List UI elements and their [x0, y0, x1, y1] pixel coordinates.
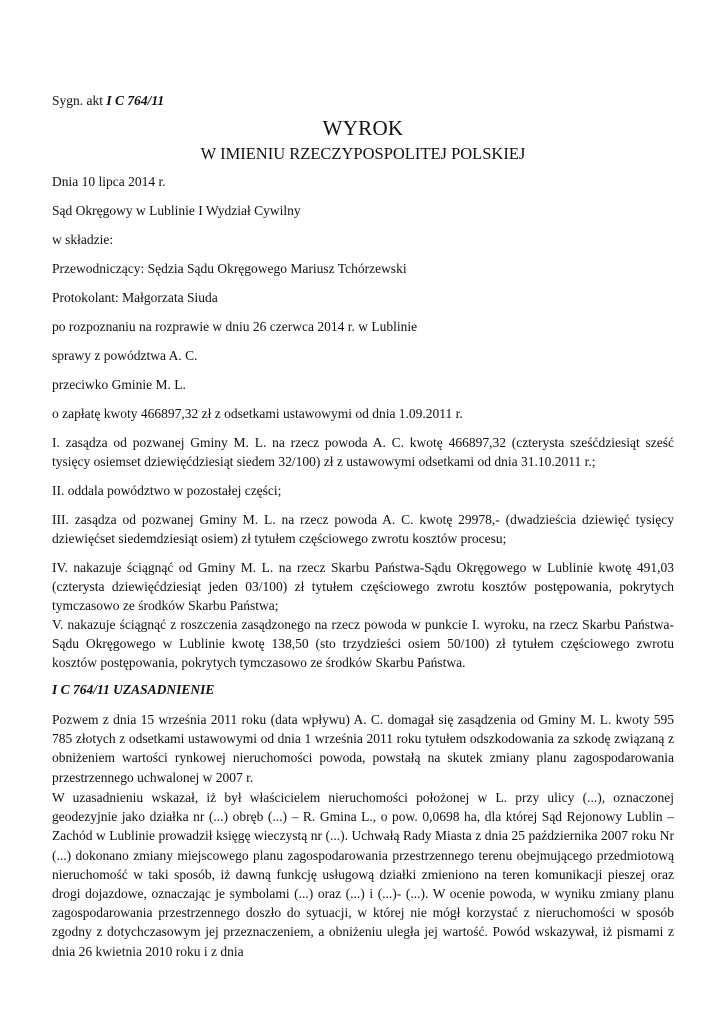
document-subtitle: W IMIENIU RZECZYPOSPOLITEJ POLSKIEJ: [200, 144, 526, 163]
composition-label: w składzie:: [52, 232, 114, 247]
justification-paragraph: Pozwem z dnia 15 września 2011 roku (data wpływu) A. C. domagał się zasądzenia od Gminy M. L. kwoty 595 785 złotych z odsetkami ustawowymi od dnia 1 września 2011 roku tytułem odszkodowania za szkodę związaną z obniżeniem wartości rynkowej nieruchomości powoda, powstałą na skutek zmiany planu zagospodarowania przestrzennego uchwalonej w 2007 r.: [52, 712, 674, 785]
verdict-point-2: II. oddala powództwo w pozostałej części;: [52, 483, 282, 498]
verdict-point-5: V. nakazuje ściągnąć z roszczenia zasądzonego na rzecz powoda w punkcie I. wyroku, na rzecz Skarbu Państwa-Sądu Okręgowego w Lublinie kwotę 138,50 (sto trzydzieści osiem 50/100) zł tytułem częściowego zwrotu kosztów postępowania, pokrytych tymczasowo ze środków Skarbu Państwa.: [52, 617, 674, 671]
hearing-info: po rozpoznaniu na rozprawie w dniu 26 czerwca 2014 r. w Lublinie: [52, 319, 418, 334]
verdict-point-4: IV. nakazuje ściągnąć od Gminy M. L. na rzecz Skarbu Państwa-Sądu Okręgowego w Lublinie kwotę 491,03 (czterysta dziewięćdziesiąt jeden 03/100) zł tytułem częściowego zwrotu kosztów postępowania, pokrytych tymczasowo ze środków Skarbu Państwa;: [52, 560, 674, 614]
court-clerk: Protokolant: Małgorzata Siuda: [52, 290, 218, 305]
claim-subject: o zapłatę kwoty 466897,32 zł z odsetkami ustawowymi od dnia 1.09.2011 r.: [52, 406, 463, 421]
verdict-point-3: III. zasądza od pozwanej Gminy M. L. na rzecz powoda A. C. kwotę 29978,- (dwadzieścia dziewięć tysięcy dziewięćset siedemdziesiąt osiem) zł tytułem częściowego zwrotu kosztów procesu;: [52, 512, 674, 547]
case-parties: sprawy z powództwa A. C.: [52, 348, 198, 363]
case-signature: [52, 93, 164, 109]
judgment-date: Dnia 10 lipca 2014 r.: [52, 174, 166, 189]
case-signature-label: Sygn. akt: [52, 93, 107, 108]
court-name: Sąd Okręgowy w Lublinie I Wydział Cywilny: [52, 203, 301, 218]
document-title: WYROK: [322, 116, 404, 140]
presiding-judge: Przewodniczący: Sędzia Sądu Okręgowego Mariusz Tchórzewski: [52, 261, 407, 276]
defendant: przeciwko Gminie M. L.: [52, 377, 186, 392]
verdict-point-1: I. zasądza od pozwanej Gminy M. L. na rzecz powoda A. C. kwotę 466897,32 (czterysta sześćdziesiąt sześć tysięcy osiemset dziewięćdziesiąt siedem 32/100) zł z ustawowymi odsetkami od dnia 31.10.2011 r.;: [52, 435, 674, 470]
case-signature-ref: I C 764/11: [106, 93, 165, 108]
justification-heading: I C 764/11 UZASADNIENIE: [52, 682, 215, 697]
justification-paragraph: W uzasadnieniu wskazał, iż był właścicielem nieruchomości położonej w L. przy ulicy (...), oznaczonej geodezyjnie jako działka nr (...) obręb (...) – R. Gmina L., o pow. 0,0698 ha, dla której Sąd Rejonowy Lublin – Zachód w Lublinie prowadził księgę wieczystą nr (...). Uchwałą Rady Miasta z dnia 25 października 2007 roku Nr (...) dokonano zmiany miejscowego planu zagospodarowania przestrzennego terenu obejmującego przedmiotową nieruchomość w taki sposób, iż dawną funkcję usługową działki zmieniono na teren komunikacji pieszej oraz drogi dojazdowe, oznaczając je symbolami (...) oraz (...) i (...)- (...). W ocenie powoda, w wyniku zmiany planu zagospodarowania przestrzennego doszło do sytuacji, w której nie mógł korzystać z nieruchomości w sposób zgodny z dotychczasowym jej przeznaczeniem, a obniżeniu uległa jej wartość. Powód wskazywał, iż pismami z dnia 26 kwietnia 2010 roku i z dnia: [52, 790, 674, 959]
